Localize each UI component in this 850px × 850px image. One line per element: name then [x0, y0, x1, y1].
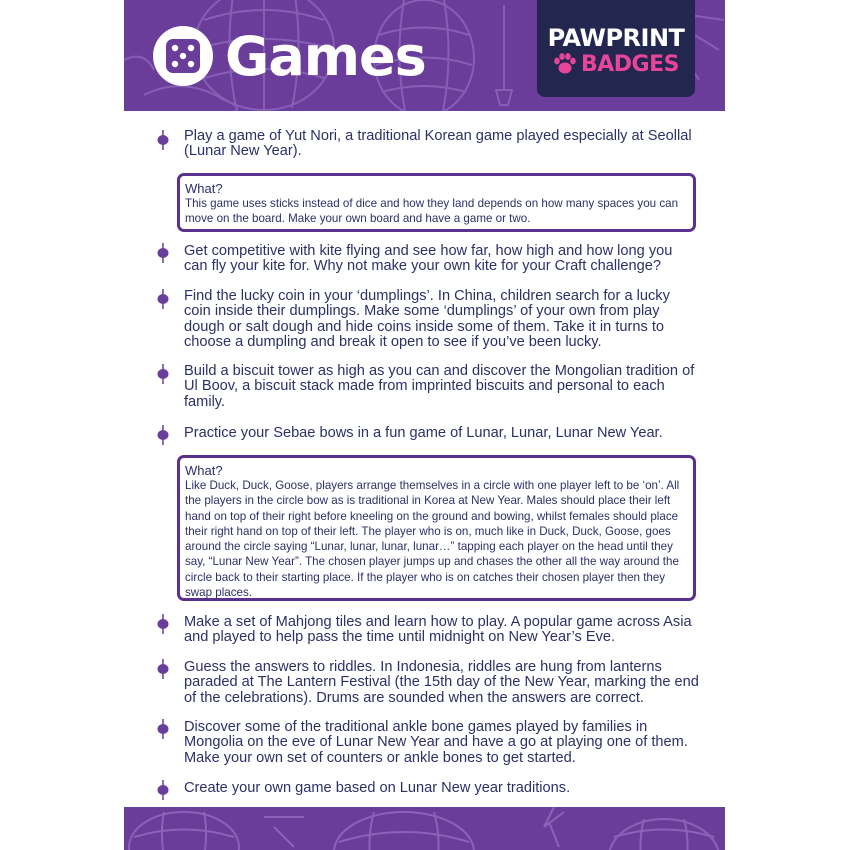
what-label: What? — [185, 463, 223, 478]
lantern-bullet-icon — [156, 130, 170, 150]
header-banner — [124, 0, 725, 111]
what-description: This game uses sticks instead of dice and how they land depends on how many spaces you can move on the board. Make your own board and have a game or two. — [185, 197, 679, 226]
activity-item: Create your own game based on Lunar New year traditions. — [184, 780, 571, 796]
dice-icon-badge — [153, 26, 213, 86]
logo-line-1: PAWPRINT — [547, 24, 685, 52]
lantern-pattern-decoration — [124, 807, 725, 850]
what-description: Like Duck, Duck, Goose, players arrange themselves in a circle with one player left to be ‘on’. All the players in the circle bow as is traditional in Korea at New Year. Males should place their left hand on top of their right before kneeling on the ground and bowing, whilst females should place their right hand on top of their left. The player who is on, much like in Duck, Duck, Goose, goes around the circle saying “Lunar, lunar, lunar, lunar…” tapping each player on the head until they say, “Lunar New Year”. The chosen player jumps up and chases the other all the way around the circle back to their starting place. If the player who is on catches their chosen player then they swap places. — [185, 479, 680, 600]
page-title: Games — [225, 25, 426, 88]
lantern-bullet-icon — [156, 780, 170, 800]
activity-item: Guess the answers to riddles. In Indonesia, riddles are hung from lanterns paraded at The Lantern Festival (the 15th day of the New Year, marking the end of the celebrations). Drums are sounded when the answers are correct. — [184, 659, 699, 706]
activity-item: Discover some of the traditional ankle bone games played by families in Mongolia on the eve of Lunar New Year and have a go at playing one of them. Make your own set of counters or ankle bones to get started. — [184, 719, 688, 766]
activity-item: Get competitive with kite flying and see how far, how high and how long you can fly your kite for. Why not make your own kite for your Craft challenge? — [184, 243, 673, 275]
pawprint-badges-logo — [537, 0, 695, 97]
dice-icon — [164, 37, 202, 75]
what-info-box — [177, 173, 696, 232]
lantern-bullet-icon — [156, 425, 170, 445]
lantern-bullet-icon — [156, 289, 170, 309]
activity-item: Find the lucky coin in your ‘dumplings’. In China, children search for a lucky coin inside their dumplings. Make some ‘dumplings’ of your own from play dough or salt dough and hide coins inside some of them. Take it in turns to choose a dumpling and break it open to see if you’ve been lucky. — [184, 288, 670, 351]
activity-item: Play a game of Yut Nori, a traditional Korean game played especially at Seollal (Lunar New Year). — [184, 128, 692, 160]
what-info-box — [177, 455, 696, 601]
paw-icon — [553, 53, 577, 75]
lantern-bullet-icon — [156, 243, 170, 263]
activity-sheet — [124, 0, 725, 850]
lantern-bullet-icon — [156, 719, 170, 739]
lantern-bullet-icon — [156, 364, 170, 384]
logo-line-2: BADGES — [581, 52, 679, 77]
footer-banner — [124, 807, 725, 850]
lantern-bullet-icon — [156, 659, 170, 679]
activity-item: Practice your Sebae bows in a fun game of Lunar, Lunar, Lunar New Year. — [184, 425, 663, 441]
what-label: What? — [185, 181, 223, 196]
lantern-bullet-icon — [156, 614, 170, 634]
activity-item: Make a set of Mahjong tiles and learn how to play. A popular game across Asia and played to help pass the time until midnight on New Year’s Eve. — [184, 614, 692, 646]
activity-item: Build a biscuit tower as high as you can and discover the Mongolian tradition of Ul Boov, a biscuit stack made from imprinted biscuits and personal to each family. — [184, 363, 695, 410]
